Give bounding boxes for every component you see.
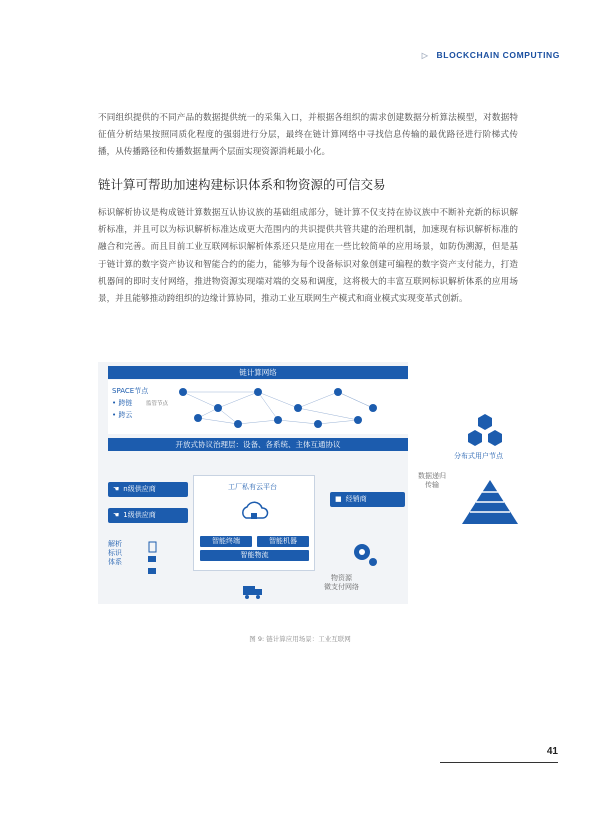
figure: [98, 362, 408, 604]
user-nodes-label: 分布式用户节点: [454, 452, 503, 460]
phone-icon: [149, 542, 156, 552]
data-return-label: 数据递归 传输: [418, 472, 446, 489]
hand-icon: ☚: [113, 485, 120, 493]
top-bar: 链计算网络: [108, 366, 408, 379]
cloud-lock-icon: [239, 500, 269, 524]
truck-icon: [242, 584, 264, 600]
paragraph-2: 标识解析协议是构成链计算数据互认协议族的基础组成部分，链计算不仅支持在协议族中不断补充新的标识解析标准，并且可以为标识解析标准达成更大范围内的共识提供共管共建的治理机制，加速现有标识解析标准的融合和完善。而且目前工业互联网标识解析体系还只是应用在一些比较简单的应用场景，如防伪溯源，但是基于链计算的数字资产协议和智能合约的能力，能够为每个设备标识对象创建可编程的数字资产支付能力，打造机器间的即时支付网络，推进物资源实现端对端的交易和调度，这将极大的丰富互联网标识解析体系的应用场景，并且能够推动跨组织的边缘计算协同，推动工业互联网生产模式和商业模式实现变革式创新。: [98, 208, 518, 305]
supplier-n-box: ☚ n级供应商: [108, 482, 188, 497]
private-cloud-title: 工厂私有云平台: [228, 483, 277, 491]
page-number: 41: [546, 746, 558, 757]
distributor-box: ■ 经销商: [330, 492, 405, 507]
network-panel: [108, 380, 408, 434]
page-header: [422, 50, 560, 60]
cross-chain-label: • 跨链: [112, 399, 133, 407]
private-cloud-panel: [193, 475, 315, 571]
smart-logistics-box: 智能物流: [200, 550, 309, 561]
header-title: BLOCKCHAIN COMPUTING: [436, 50, 560, 60]
case-icon: ■: [335, 495, 342, 503]
id-system-label: 解析 标识 体系: [108, 540, 122, 566]
cube-icon: [460, 412, 530, 452]
monitor-icon: [148, 568, 156, 574]
space-nodes-label: SPACE节点: [112, 387, 149, 395]
triangle-icon: ▷: [421, 50, 429, 60]
monitor-icon: [148, 556, 156, 562]
protocol-bar: 开放式协议治理层：设备、各系统、主体互通协议: [108, 438, 408, 451]
device-icons: [144, 540, 162, 580]
cross-cloud-label: • 跨云: [112, 411, 133, 419]
pyramid-icon: [460, 478, 520, 526]
section-heading: 链计算可帮助加速构建标识体系和物资源的可信交易: [98, 177, 386, 192]
figure-caption: 图 9: 链计算应用场景：工业互联网: [249, 635, 351, 643]
supplier-1-box: ☚ 1级供应商: [108, 508, 188, 523]
footer-divider: [440, 762, 558, 763]
hand-icon: ☚: [113, 511, 120, 519]
supervision-node-label: 监管节点: [146, 401, 169, 407]
gear-icon: [348, 538, 378, 568]
paragraph-1: 不同组织提供的不同产品的数据提供统一的采集入口，并根据各组织的需求创建数据分析算法模型，对数据特征值分析结果按照同质化程度的强弱进行分层，最终在链计算网络中寻找信息传输的最优路径进行阶梯式传播，从传播路径和传播数据量两个层面实现资源消耗最小化。: [98, 113, 518, 158]
smart-machine-box: 智能机器: [257, 536, 309, 547]
smart-terminal-box: 智能终端: [200, 536, 252, 547]
micro-payment-label: 物资源 微支付网络: [324, 574, 359, 591]
